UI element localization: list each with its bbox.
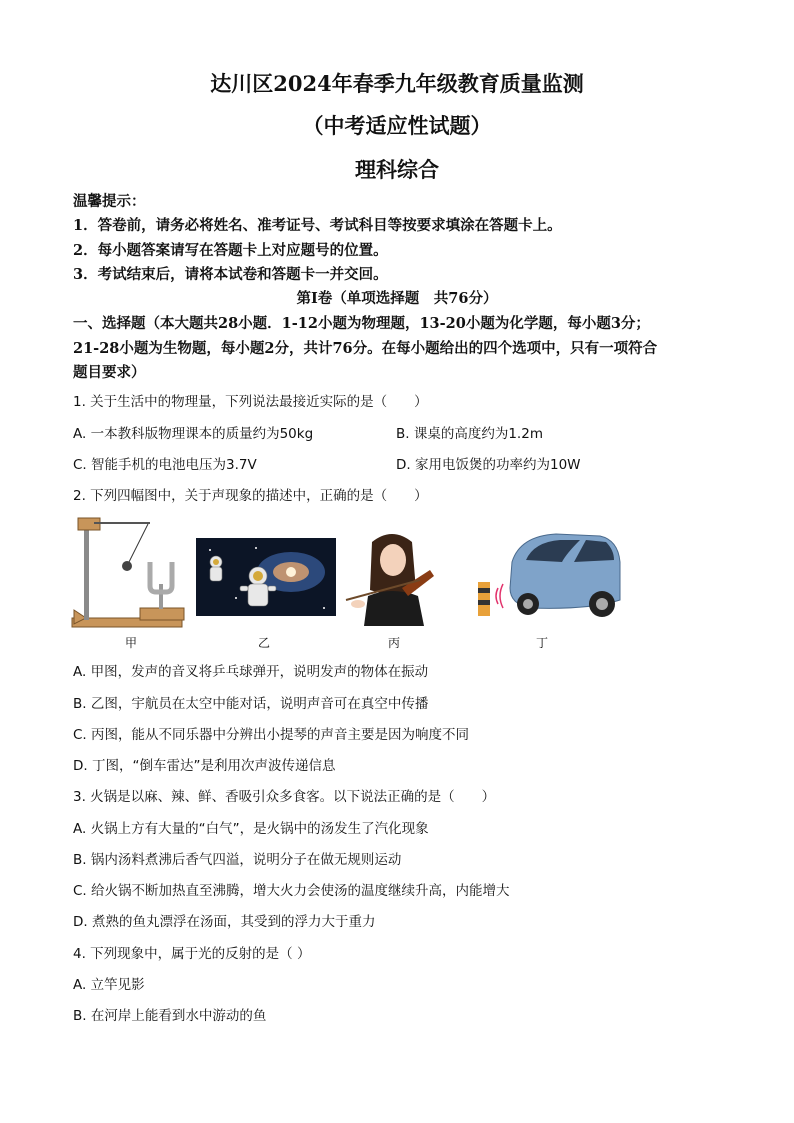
option-a: A. 甲图，发声的音叉将乒乓球弹开，说明发声的物体在振动: [73, 664, 429, 680]
option-c: C. 智能手机的电池电压为3.7V: [73, 457, 257, 473]
section-instructions: 21-28小题为生物题，每小题2分，共计76分。在每小题给出的四个选项中，只有一项符合: [73, 340, 658, 357]
tuning-fork-figure: [70, 514, 190, 629]
option-a: A. 火锅上方有大量的“白气”，是火锅中的汤发生了汽化现象: [73, 821, 429, 837]
notice-item: 3．考试结束后，请将本试卷和答题卡一并交回。: [73, 266, 388, 283]
option-c: C. 丙图，能从不同乐器中分辨出小提琴的声音主要是因为响度不同: [73, 727, 470, 743]
question-stem: 4. 下列现象中，属于光的反射的是（ ）: [73, 946, 311, 962]
question-stem: 2. 下列四幅图中，关于声现象的描述中，正确的是（ ）: [73, 488, 428, 504]
notice-item: 1．答卷前，请务必将姓名、准考证号、考试科目等按要求填涂在答题卡上。: [73, 217, 562, 234]
section-instructions: 一、选择题（本大题共28小题．1-12小题为物理题，13-20小题为化学题，每小题3分；: [73, 315, 650, 332]
question-stem: 3. 火锅是以麻、辣、鲜、香吸引众多食客。以下说法正确的是（ ）: [73, 789, 496, 805]
figure-label: 丁: [536, 636, 549, 650]
figure-label: 丙: [388, 636, 401, 650]
notice-heading: 温馨提示：: [73, 193, 146, 210]
option-a: A. 立竿见影: [73, 977, 145, 993]
figure-label: 乙: [258, 636, 271, 650]
section-instructions: 题目要求）: [73, 364, 146, 381]
question-stem: 1. 关于生活中的物理量，下列说法最接近实际的是（ ）: [73, 394, 428, 410]
option-b: B. 乙图，宇航员在太空中能对话，说明声音可在真空中传播: [73, 696, 429, 712]
option-a: A. 一本教科版物理课本的质量约为50kg: [73, 426, 314, 442]
violinist-figure: [342, 530, 446, 626]
option-b: B. 课桌的高度约为1.2m: [396, 426, 543, 442]
astronaut-figure: [196, 538, 336, 616]
notice-item: 2．每小题答案请写在答题卡上对应题号的位置。: [73, 242, 388, 259]
option-d: D. 丁图，“倒车雷达”是利用次声波传递信息: [73, 758, 336, 774]
exam-subtitle: （中考适应性试题）: [302, 113, 492, 138]
option-c: C. 给火锅不断加热直至沸腾，增大火力会使汤的温度继续升高，内能增大: [73, 883, 510, 899]
option-d: D. 煮熟的鱼丸漂浮在汤面，其受到的浮力大于重力: [73, 914, 376, 930]
exam-subject: 理科综合: [355, 157, 439, 182]
option-d: D. 家用电饭煲的功率约为10W: [396, 457, 581, 473]
figure-label: 甲: [125, 636, 138, 650]
exam-title: 达川区2024年春季九年级教育质量监测: [210, 71, 584, 96]
section-title: 第Ⅰ卷（单项选择题 共76分）: [296, 290, 498, 307]
reversing-radar-figure: [470, 532, 624, 628]
option-b: B. 锅内汤料煮沸后香气四溢，说明分子在做无规则运动: [73, 852, 402, 868]
option-b: B. 在河岸上能看到水中游动的鱼: [73, 1008, 267, 1024]
